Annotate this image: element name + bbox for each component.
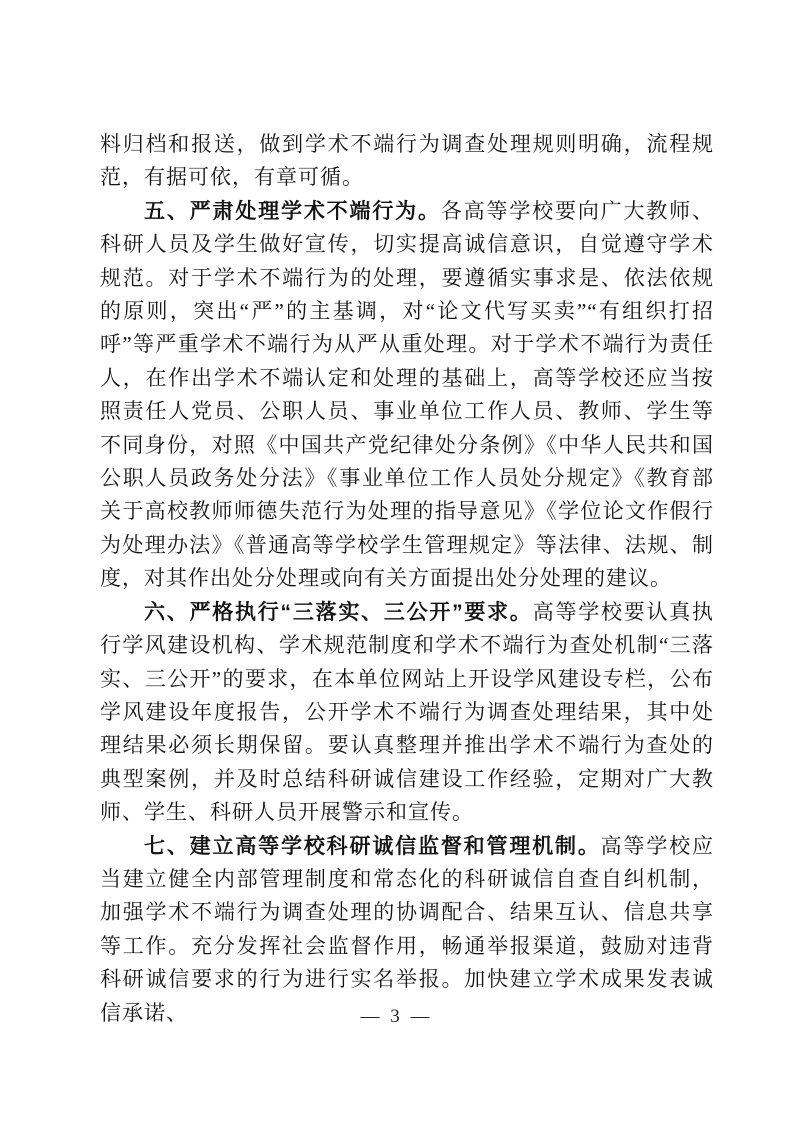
body-text: 高等学校应当建立健全内部管理制度和常态化的科研诚信自查自纠机制，加强学术不端行为调查处理的协调配合、结果互认、信息共享等工作。充分发挥社会监督作用，畅通举报渠道，鼓励对违背科研诚信要求的行为进行实名举报。加快建立学术成果发表诚信承诺、 bbox=[100, 833, 715, 1025]
document-body bbox=[100, 128, 714, 1030]
body-text: 各高等学校要向广大教师、科研人员及学生做好宣传，切实提高诚信意识，自觉遵守学术规范。对于学术不端行为的处理，要遵循实事求是、依法依规的原则，突出“严”的主基调，对“论文代写买卖”“有组织打招呼”等严重学术不端行为从严从重处理。对于学术不端行为责任人，在作出学术不端认定和处理的基础上，高等学校还应当按照责任人党员、公职人员、事业单位工作人员、教师、学生等不同身份，对照《中国共产党纪律处分条例》《中华人民共和国公职人员政务处分法》《事业单位工作人员处分规定》《教育部关于高校教师师德失范行为处理的指导意见》《学位论文作假行为处理办法》《普通高等学校学生管理规定》等法律、法规、制度，对其作出处分处理或向有关方面提出处分处理的建议。 bbox=[100, 198, 715, 591]
paragraph bbox=[100, 128, 714, 195]
paragraph-section bbox=[100, 596, 714, 830]
body-text: 高等学校要认真执行学风建设机构、学术规范制度和学术不端行为查处机制“三落实、三公开”的要求，在本单位网站上开设学风建设专栏，公布学风建设年度报告，公开学术不端行为调查处理结果，其中处理结果必须长期保留。要认真整理并推出学术不端行为查处的典型案例，并及时总结科研诚信建设工作经验，定期对广大教师、学生、科研人员开展警示和宣传。 bbox=[100, 599, 715, 825]
paragraph-section bbox=[100, 195, 714, 596]
section-heading: 七、建立高等学校科研诚信监督和管理机制。 bbox=[144, 834, 601, 858]
section-heading: 五、严肃处理学术不端行为。 bbox=[144, 199, 441, 223]
paragraph-section bbox=[100, 830, 714, 1030]
section-heading: 六、严格执行“三落实、三公开”要求。 bbox=[144, 600, 533, 624]
body-text: 料归档和报送，做到学术不端行为调查处理规则明确，流程规范，有据可依，有章可循。 bbox=[100, 132, 714, 190]
page-number: — 3 — bbox=[360, 1006, 433, 1027]
